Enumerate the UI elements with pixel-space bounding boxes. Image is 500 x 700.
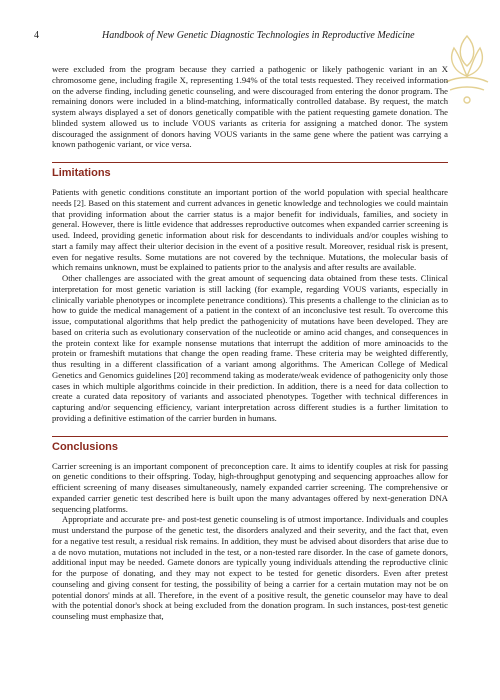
page-number: 4 bbox=[34, 30, 39, 41]
section-divider bbox=[52, 162, 448, 163]
limitations-heading: Limitations bbox=[52, 167, 111, 179]
limitations-paragraph-1: Patients with genetic conditions constitute an important portion of the world population with special healthcare needs [2]. Based on this statement and current advances in genetic knowledge and technologies we could maintain that providing information about the carrier status is a major benefit for individuals, families, and society in general. However, there is little evidence that addresses reproductive outcomes when expanded carrier screening is used. Indeed, providing genetic information about risk for descendants to individuals and/or couples wishing to start a family may affect their ulterior decision in the event of a positive result. Moreover, residual risk is present, even for negative results. Some mutations are not covered by the technique. Mutations, the molecular basis of which remains unknown, must be explained to patients prior to the analysis and after results are available. bbox=[52, 187, 448, 273]
conclusions-section bbox=[52, 436, 448, 622]
conclusions-paragraph-2: Appropriate and accurate pre- and post-test genetic counseling is of utmost importance. Individuals and couples must understand the purpose of the genetic test, the disorders analyzed and their severity, and the fact that, even for a negative test result, a residual risk remains. In addition, they must be advised about disorders that arise due to a de novo mutation, mutations not included in the test, or a non-tested rare disorder. In the case of gamete donors, additional input may be needed. Gamete donors are typically young individuals attending the reproductive clinic for the purpose of donating, and they may not expect to be tested for genetic disorders. Even after pretest counseling and giving consent for testing, the possibility of being a carrier for a certain mutation may not be on potential donors' minds at all. Therefore, in the event of a positive result, the genetic counselor may have to deal with the potential donor's shock at being excluded from the donation program. In such instances, post-test genetic counseling must emphasize that, bbox=[52, 514, 448, 621]
intro-paragraph: were excluded from the program because they carried a pathogenic or likely pathogenic variant in an X chromosome gene, including fragile X, representing 1.94% of the total tests requested. They received information on the adverse finding, including genetic counseling, and were discouraged from entering the donor program. The remaining donors were included in a blind-matching, informatically controlled database. By request, the match system always displayed a set of donors genetically compatible with the patient requesting gamete donation. The blinded system allowed us to include VOUS variants as criteria for assigning a matched donor. The system discouraged the assignment of donors having VOUS variants in the same gene where the patient was carrying a known pathogenic variant, or vice versa. bbox=[52, 64, 448, 150]
section-divider bbox=[52, 436, 448, 437]
limitations-paragraph-2: Other challenges are associated with the great amount of sequencing data obtained from these tests. Clinical interpretation for most genetic variation is still lacking (for example, regarding VOUS variants, especially in clinically variable phenotypes or incomplete penetrance conditions). This presents a challenge to the clinician as to how to guide the medical management of a patient in the context of an inconclusive test result. To overcome this issue, computational algorithms that help predict the pathogenicity of mutations have been developed. They are based on criteria such as evolutionary conservation of the nucleotide or amino acid changes, and consequences in the protein context like for example nonsense mutations that interrupt the addition of more aminoacids to the protein or frameshift mutations that change the open reading frame. These criteria may be weighted differently, thus resulting in a different classification of a variant among algorithms. The American College of Medical Genetics and Genomics guidelines [20] recommend taking as moderate/weak evidence of pathogenicity only those cases in which multiple algorithms coincide in their prediction. In addition, there is a need for data collection to create a curated data repository of variants and associated phenotypes. Together with technical differences in capturing and/or sequencing efficiency, variant interpretation across different studies is a further limitation to providing a definitive estimation of the carrier burden in humans. bbox=[52, 273, 448, 423]
conclusions-heading: Conclusions bbox=[52, 440, 119, 453]
limitations-section bbox=[52, 162, 448, 424]
running-title: Handbook of New Genetic Diagnostic Technologies in Reproductive Medicine bbox=[102, 30, 415, 41]
conclusions-paragraph-1: Carrier screening is an important component of preconception care. It aims to identify couples at risk for passing on genetic conditions to their offspring. Today, high-throughput genotyping and sequencing approaches allow for efficient screening of many diseases simultaneously, namely expanded carrier screening. The comprehensive or expanded carrier genetic test described here is built upon the many advantages offered by next-generation DNA sequencing platforms. bbox=[52, 460, 448, 514]
page-body bbox=[52, 64, 448, 622]
